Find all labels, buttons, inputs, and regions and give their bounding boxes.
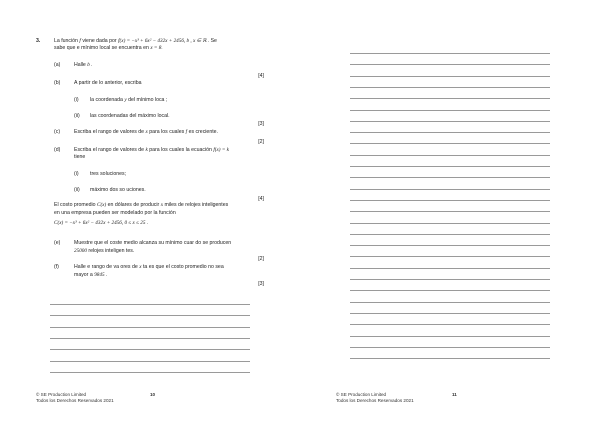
answer-line[interactable]: [350, 245, 550, 246]
cost-function: C(x) = −x³ + 6x² − 432x + 2456, 0 ≤ x ≤ 25 .: [54, 220, 149, 226]
question-intro-line-1: La función f viene dada por f(x) = −x³ + 6x² − 432x + 2456, b , x ∈ ℝ . Se: [54, 38, 217, 44]
answer-line[interactable]: [350, 76, 550, 77]
part-d-text: Escriba el rango de valores de k para los cuales la ecuación f(x) = k: [74, 147, 229, 153]
answer-line[interactable]: [350, 177, 550, 178]
answer-line[interactable]: [350, 313, 550, 314]
part-e-text-line-1: Muestre que el coste medio alcanza su mínimo cuar do se producen: [74, 240, 232, 246]
answer-line[interactable]: [350, 234, 550, 235]
part-d-text-line-2: tiene: [74, 154, 86, 160]
part-c-marks: [2]: [258, 139, 264, 145]
part-a-label: (a): [54, 62, 61, 68]
footer-copyright: © SE Production Limited: [336, 392, 387, 397]
part-f-text-line-2: mayor a 9845 .: [74, 272, 108, 278]
answer-line[interactable]: [350, 324, 550, 325]
page-number: 10: [150, 392, 156, 397]
answer-line[interactable]: [350, 143, 550, 144]
part-d-marks: [4]: [258, 196, 264, 202]
part-bii-label: (ii): [74, 113, 80, 119]
part-di-text: tres soluciones;: [90, 171, 127, 177]
context-line-2: en una empresa pueden ser modelado por la función: [54, 210, 176, 216]
answer-line[interactable]: [350, 347, 550, 348]
answer-line[interactable]: [350, 166, 550, 167]
part-dii-text: máximo dos so uciones.: [90, 187, 146, 193]
answer-line[interactable]: [350, 98, 550, 99]
part-f-label: (f): [54, 264, 59, 270]
part-c-text: Escriba el rango de valores de x para los cuales f es creciente.: [74, 129, 218, 135]
answer-line[interactable]: [350, 336, 550, 337]
function-definition: f(x) = −x³ + 6x² − 432x + 2456, b , x ∈ ℝ .: [118, 38, 210, 44]
part-di-label: (i): [74, 171, 79, 177]
answer-line[interactable]: [50, 338, 250, 339]
answer-line[interactable]: [350, 256, 550, 257]
part-bii-text: las coordenadas del máximo local.: [90, 113, 170, 119]
page-number: 11: [452, 392, 457, 397]
right-page: [300, 0, 600, 424]
footer-rights: Todos los Derechos Reservados 2021: [336, 398, 414, 403]
part-dii-label: (ii): [74, 187, 80, 193]
part-c-label: (c): [54, 129, 61, 135]
part-a-text: Halle b .: [74, 62, 93, 68]
answer-line[interactable]: [350, 200, 550, 201]
answer-line[interactable]: [350, 121, 550, 122]
answer-line[interactable]: [350, 155, 550, 156]
answer-line[interactable]: [350, 87, 550, 88]
part-a-marks: [4]: [258, 73, 264, 79]
part-b-text: A partir de lo anterior, escriba: [74, 80, 142, 86]
question-intro-line-2: sabe que e mínimo local se encuentra en x = 8.: [54, 45, 163, 51]
answer-line[interactable]: [50, 304, 250, 305]
answer-line[interactable]: [350, 358, 550, 359]
part-f-text-line-1: Halle e rango de va ores de x ta es que el costo promedio no sea: [74, 264, 224, 270]
answer-line[interactable]: [350, 110, 550, 111]
answer-line[interactable]: [350, 211, 550, 212]
footer-copyright: © SE Production Limited: [36, 392, 87, 397]
part-e-marks: [2]: [258, 256, 264, 262]
answer-line[interactable]: [350, 64, 550, 65]
part-e-text-line-2: 25000 relojes inteligen tes.: [74, 248, 135, 254]
part-e-label: (e): [54, 240, 61, 246]
context-line-1: El costo promedio C(x) en dólares de producir x miles de relojes inteligentes: [54, 202, 229, 208]
part-bi-label: (i): [74, 97, 79, 103]
answer-line[interactable]: [350, 223, 550, 224]
answer-line[interactable]: [50, 372, 250, 373]
question-number: 3.: [36, 38, 41, 44]
answer-line[interactable]: [50, 349, 250, 350]
answer-line[interactable]: [50, 361, 250, 362]
answer-line[interactable]: [350, 279, 550, 280]
answer-line[interactable]: [50, 315, 250, 316]
answer-line[interactable]: [350, 290, 550, 291]
answer-line[interactable]: [350, 268, 550, 269]
answer-line[interactable]: [350, 132, 550, 133]
answer-line[interactable]: [350, 189, 550, 190]
footer-rights: Todos los Derechos Reservados 2021: [36, 398, 114, 403]
part-bi-text: la coordenada y del mínimo loca ;: [90, 97, 168, 103]
part-f-marks: [3]: [258, 281, 264, 287]
part-d-label: (d): [54, 147, 61, 153]
answer-line[interactable]: [350, 53, 550, 54]
answer-line[interactable]: [350, 302, 550, 303]
part-b-label: (b): [54, 80, 61, 86]
part-b-marks: [3]: [258, 121, 264, 127]
answer-line[interactable]: [50, 327, 250, 328]
